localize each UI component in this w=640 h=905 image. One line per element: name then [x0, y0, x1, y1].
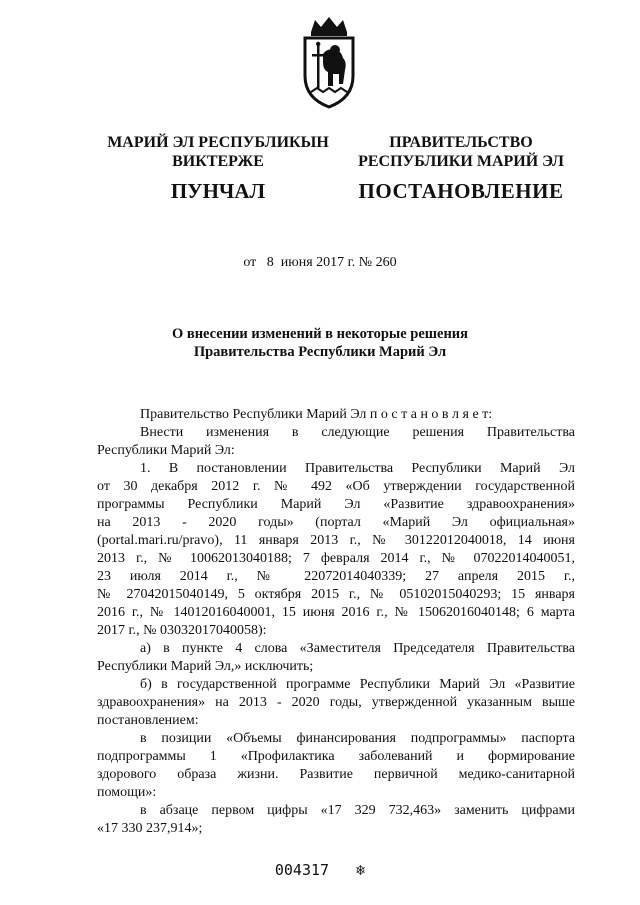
- document-body: [97, 406, 575, 838]
- body-p2-line4: на 2013 - 2020 годы» (портал «Марий Эл официальная»: [97, 515, 575, 530]
- body-p4-line3: постановлением:: [97, 713, 199, 728]
- header-right-line1: ПРАВИТЕЛЬСТВО: [389, 134, 533, 151]
- header-left: [95, 133, 341, 171]
- document-type-russian: ПОСТАНОВЛЕНИЕ: [358, 179, 564, 203]
- body-p5-line2: подпрограммы 1 «Профилактика заболеваний и формирование: [97, 749, 575, 764]
- header-right: [351, 133, 571, 171]
- title-line1: О внесении изменений в некоторые решения: [171, 326, 469, 342]
- body-p2-line2: от 30 декабря 2012 г. № 492 «Об утверждении государственной: [97, 479, 575, 494]
- body-intro: Правительство Республики Марий Эл п о с т а н о в л я е т:: [140, 407, 493, 422]
- document-type-mari: ПУНЧАЛ: [170, 179, 266, 203]
- body-p2-line9: 2016 г., № 14012016040001, 15 июня 2016 г., № 15062016040148; 6 марта: [97, 605, 575, 620]
- document-date: от 8 июня 2017 г. № 260: [243, 255, 397, 270]
- snowflake-icon: ❄: [356, 861, 366, 879]
- header-right-line2: РЕСПУБЛИКИ МАРИЙ ЭЛ: [358, 153, 564, 170]
- body-p1-line2: Республики Марий Эл:: [97, 443, 235, 458]
- body-p3-line1: а) в пункте 4 слова «Заместителя Председателя Правительства: [140, 641, 575, 656]
- body-p2-line3: программы Республики Марий Эл «Развитие здравоохранения»: [97, 497, 575, 512]
- body-p2-line8: № 27042015040149, 5 октября 2015 г., № 05102015040293; 15 января: [97, 587, 575, 602]
- body-p2-line1: 1. В постановлении Правительства Республики Марий Эл: [140, 461, 575, 476]
- body-p2-line7: 23 июля 2014 г., № 22072014040339; 27 апреля 2015 г.,: [97, 569, 575, 584]
- body-p2-line10: 2017 г., № 03032017040058):: [97, 623, 267, 638]
- body-p4-line2: здравоохранения» на 2013 - 2020 годы, утвержденной указанным выше: [97, 695, 575, 710]
- body-p2-line5: (portal.mari.ru/pravo), 11 января 2013 г., № 30122012040018, 14 июня: [97, 533, 575, 548]
- body-p4-line1: б) в государственной программе Республики Марий Эл «Развитие: [140, 677, 575, 692]
- coat-of-arms-mari-el-icon: [297, 14, 361, 110]
- document-title: [0, 325, 640, 361]
- body-p5-line1: в позиции «Объемы финансирования подпрограммы» паспорта: [140, 731, 575, 746]
- body-p5-line4: помощи»:: [97, 785, 157, 800]
- body-p2-line6: 2013 г., № 10062013040188; 7 февраля 2014 г., № 07022014040051,: [97, 551, 575, 566]
- serial-number: 004317: [274, 861, 330, 879]
- title-line2: Правительства Республики Марий Эл: [193, 344, 447, 360]
- form-serial-number: [0, 861, 640, 879]
- body-p6-line1: в абзаце первом цифры «17 329 732,463» заменить цифрами: [140, 803, 575, 818]
- header-left-line1: МАРИЙ ЭЛ РЕСПУБЛИКЫН: [107, 134, 329, 151]
- body-p6-line2: «17 330 237,914»;: [97, 821, 203, 836]
- body-p1-line1: Внести изменения в следующие решения Правительства: [140, 425, 575, 440]
- body-p3-line2: Республики Марий Эл,» исключить;: [97, 659, 314, 674]
- header-left-line2: ВИКТЕРЖЕ: [172, 153, 264, 170]
- body-p5-line3: здорового образа жизни. Развитие первичной медико-санитарной: [97, 767, 575, 782]
